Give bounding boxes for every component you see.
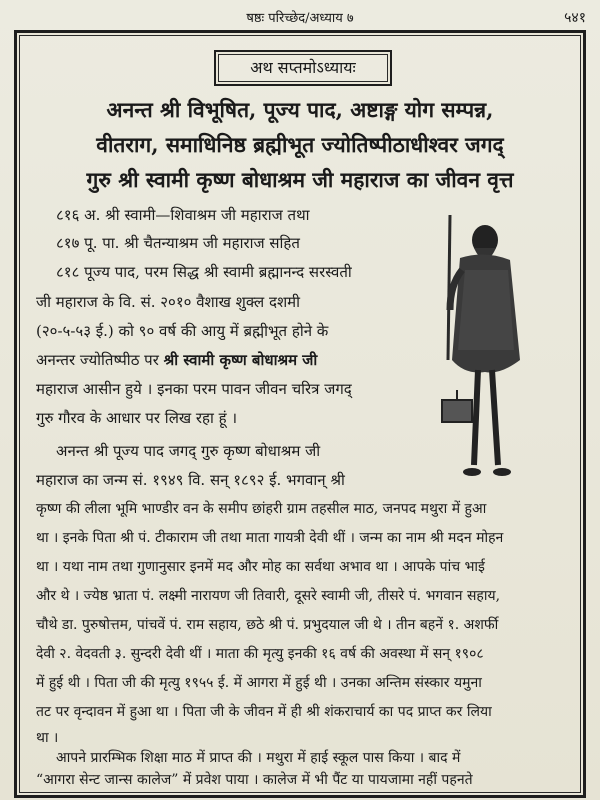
title-line-2: वीतराग, समाधिनिष्ठ ब्रह्मीभूत ज्योतिष्पीठाधीश्वर जगद्	[96, 132, 504, 157]
text-line-1: ८१६ अ. श्री स्वामी—शिवाश्रम जी महाराज तथा	[56, 206, 310, 224]
running-header	[0, 6, 600, 28]
title-line-1: अनन्त श्री विभूषित, पूज्य पाद, अष्टाङ्ग योग सम्पन्न,	[106, 97, 494, 122]
text-line-21: “आगरा सेन्ट जान्स कालेज” में प्रवेश पाया । कालेज में भी पैंट या पायजामा नहीं पहनते	[36, 772, 473, 788]
text-line-11: कृष्ण की लीला भूमि भाण्डीर वन के समीप छांहरी ग्राम तहसील माठ, जनपद मथुरा में हुआ	[36, 501, 487, 517]
text-line-15: चौथे डा. पुरुषोत्तम, पांचवें पं. राम सहाय, छठे श्री पं. प्रभुदयाल जी थे । तीन बहनें १. अशर्फी	[36, 617, 499, 633]
text-line-2: ८१७ पू. पा. श्री चैतन्याश्रम जी महाराज सहित	[56, 234, 300, 252]
swami-portrait-image	[430, 210, 540, 485]
text-line-19: था ।	[36, 730, 59, 746]
swami-name-bold: श्री स्वामी कृष्ण बोधाश्रम जी	[163, 351, 318, 369]
text-line-13: था । यथा नाम तथा गुणानुसार इनमें मद और मोह का सर्वथा अभाव था । आपके पांच भाई	[36, 559, 485, 575]
text-line-12: था । इनके पिता श्री पं. टीकाराम जी तथा माता गायत्री देवी थीं । जन्म का नाम श्री मदन मोहन	[36, 530, 504, 546]
text-line-9: अनन्त श्री पूज्य पाद जगद् गुरु कृष्ण बोधाश्रम जी	[56, 442, 321, 460]
text-line-6-plain: अनन्तर ज्योतिष्पीठ पर	[36, 351, 159, 369]
text-line-10: महाराज का जन्म सं. १९४९ वि. सन् १८९२ ई. भगवान् श्री	[36, 471, 345, 489]
text-line-16: देवी २. वेदवती ३. सुन्दरी देवी थीं । माता की मृत्यु इनकी १६ वर्ष की अवस्था में सन् १९०८	[36, 646, 484, 662]
text-line-3: ८१८ पूज्य पाद, परम सिद्ध श्री स्वामी ब्रह्मानन्द सरस्वती	[56, 263, 352, 281]
text-line-6	[36, 350, 317, 370]
text-line-14: और थे । ज्येष्ठ भ्राता पं. लक्ष्मी नारायण जी तिवारी, दूसरे स्वामी जी, तीसरे पं. भगवान सहाय,	[36, 588, 501, 604]
text-line-8: गुरु गौरव के आधार पर लिख रहा हूं ।	[36, 409, 238, 427]
running-title: षष्ठः परिच्छेद/अध्याय ७	[246, 11, 354, 26]
title-line-3: गुरु श्री स्वामी कृष्ण बोधाश्रम जी महाराज का जीवन वृत्त	[86, 167, 514, 192]
page-number: ५४१	[564, 10, 586, 26]
text-line-20: आपने प्रारम्भिक शिक्षा माठ में प्राप्त की । मथुरा में हाई स्कूल पास किया । बाद में	[56, 750, 461, 766]
text-line-17: में हुई थी । पिता जी की मृत्यु १९५५ ई. में आगरा में हुई थी । उनका अन्तिम संस्कार यमुना	[36, 675, 482, 691]
chapter-label: अथ सप्तमोऽध्यायः	[214, 50, 392, 86]
text-line-5: (२०-५-५३ ई.) को ९० वर्ष की आयु में ब्रह्मीभूत होने के	[36, 322, 329, 340]
text-line-18: तट पर वृन्दावन में हुआ था । पिता जी के जीवन में ही श्री शंकराचार्य का पद प्राप्त कर लिया	[36, 704, 492, 720]
text-line-7: महाराज आसीन हुये । इनका परम पावन जीवन चरित्र जगद्	[36, 380, 352, 398]
text-line-4: जी महाराज के वि. सं. २०१० वैशाख शुक्ल दशमी	[36, 293, 301, 311]
